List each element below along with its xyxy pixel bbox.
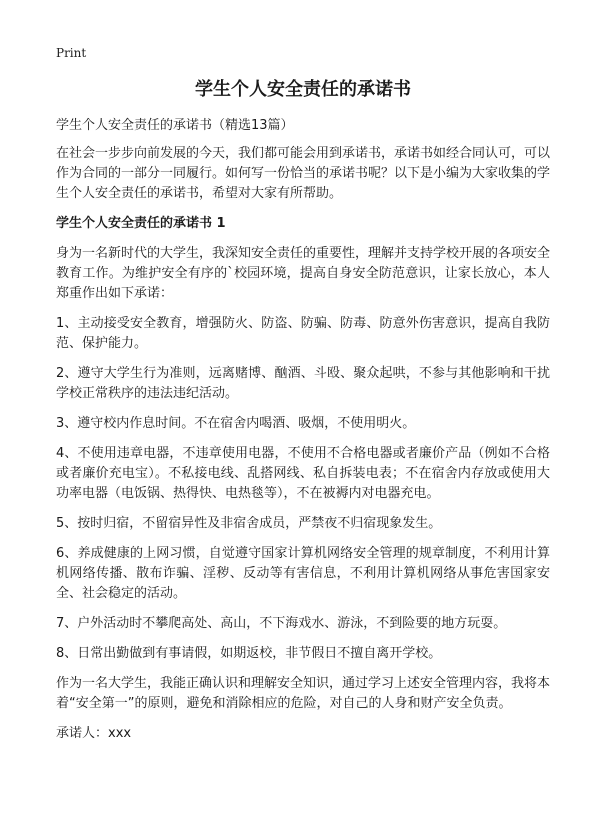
section-heading: 学生个人安全责任的承诺书 1 [56,216,226,231]
pledge-item-1: 1、主动接受安全教育，增强防火、防盗、防骗、防毒、防意外伤害意识，提高自我防范、保护能力。 [56,316,550,351]
intro-paragraph: 在社会一步步向前发展的今天，我们都可能会用到承诺书，承诺书如经合同认可，可以作为合同的一部分一同履行。如何写一份恰当的承诺书呢？以下是小编为大家收集的学生个人安全责任的承诺书，希望对大家有所帮助。 [56,146,551,201]
pledge-item-2: 2、遵守大学生行为准则，远离赌博、酗酒、斗殴、聚众起哄，不参与其他影响和干扰学校正常秩序的违法违纪活动。 [56,366,550,401]
pledge-item-4: 4、不使用违章电器，不违章使用电器，不使用不合格电器或者廉价产品（例如不合格或者廉价充电宝）。不私接电线、乱搭网线、私自拆装电表；不在宿舍内存放或使用大功率电器（电饭锅、热得快、电热毯等），不在被褥内对电器充电。 [56,446,550,501]
pledge-item-5: 5、按时归宿，不留宿异性及非宿舍成员，严禁夜不归宿现象发生。 [56,516,442,531]
opening-paragraph: 身为一名新时代的大学生，我深知安全责任的重要性，理解并支持学校开展的各项安全教育工作。为维护安全有序的`校园环境，提高自身安全防范意识，让家长放心，本人郑重作出如下承诺： [56,246,551,301]
document-title: 学生个人安全责任的承诺书 [195,79,411,100]
document-subtitle: 学生个人安全责任的承诺书（精选13篇） [56,118,294,133]
pledge-item-7: 7、户外活动时不攀爬高处、高山，不下海戏水、游泳，不到险要的地方玩耍。 [56,616,507,631]
pledge-item-8: 8、日常出勤做到有事请假，如期返校，非节假日不擅自离开学校。 [56,646,442,661]
closing-paragraph: 作为一名大学生，我能正确认识和理解安全知识，通过学习上述安全管理内容，我将本着“安全第一”的原则，避免和消除相应的危险，对自己的人身和财产安全负责。 [56,676,551,711]
pledge-item-6: 6、养成健康的上网习惯，自觉遵守国家计算机网络安全管理的规章制度，不利用计算机网络传播、散布诈骗、淫秽、反动等有害信息，不利用计算机网络从事危害国家安全、社会稳定的活动。 [56,546,550,601]
pledge-item-3: 3、遵守校内作息时间。不在宿舍内喝酒、吸烟，不使用明火。 [56,416,416,431]
print-link[interactable]: Print [56,46,87,60]
document-body [56,78,550,754]
signature-line: 承诺人：xxx [56,726,132,741]
